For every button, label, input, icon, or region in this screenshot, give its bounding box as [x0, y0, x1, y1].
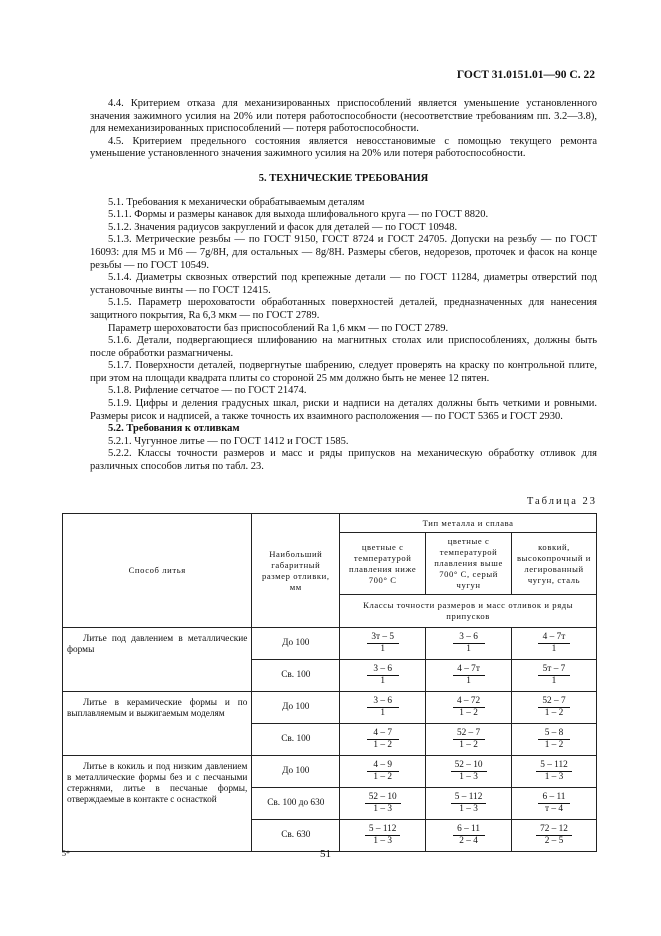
footer-mark: 5*	[62, 849, 70, 858]
allowance-row: 1	[380, 644, 385, 654]
accuracy-class: 5т – 7	[538, 664, 570, 676]
allowance-row: 1	[380, 708, 385, 718]
accuracy-class: 3 – 6	[367, 696, 399, 708]
table-caption: Таблица 23	[526, 496, 597, 507]
accuracy-class: 4 – 7т	[538, 632, 570, 644]
casting-size: Св. 100 до 630	[252, 788, 340, 820]
casting-size: Св. 630	[252, 820, 340, 852]
accuracy-class: 5 – 8	[538, 728, 570, 740]
paragraph: 5.1.4. Диаметры сквозных отверстий под крепежные детали — по ГОСТ 11284, диаметры отверстий под установочные винты — по ГОСТ 12415.	[90, 272, 597, 296]
accuracy-class: 6 – 11	[453, 824, 485, 836]
class-cell	[512, 692, 597, 724]
table-row	[63, 692, 597, 724]
class-cell	[512, 660, 597, 692]
class-cell	[426, 756, 512, 788]
accuracy-class: 5 – 112	[451, 792, 487, 804]
col-method-header: Способ литья	[63, 514, 252, 628]
class-cell	[426, 692, 512, 724]
accuracy-class: 4 – 7т	[453, 664, 485, 676]
allowance-row: 1 – 2	[373, 772, 392, 782]
accuracy-class: 52 – 10	[365, 792, 401, 804]
class-cell	[426, 820, 512, 852]
accuracy-class: 4 – 72	[453, 696, 485, 708]
class-cell	[512, 724, 597, 756]
casting-method: Литье под давлением в металлические формы	[63, 628, 252, 692]
paragraph: 5.2.2. Классы точности размеров и масс и ряды припусков на механическую обработку отливок для различных способов литья по табл. 23.	[90, 448, 597, 473]
class-cell	[426, 788, 512, 820]
allowance-row: 1 – 2	[459, 708, 478, 718]
casting-size: До 100	[252, 756, 340, 788]
paragraph: 5.1.8. Рифление сетчатое — по ГОСТ 21474.	[108, 385, 307, 397]
accuracy-class: 3 – 6	[367, 664, 399, 676]
casting-method: Литье в керамические формы и по выплавляемым и выжигаемым моделям	[63, 692, 252, 756]
class-cell	[340, 724, 426, 756]
paragraph: 5.1. Требования к механически обрабатываемым деталям	[108, 196, 365, 208]
allowance-row: 2 – 4	[459, 836, 478, 846]
accuracy-class: 6 – 11	[538, 792, 570, 804]
body-text	[90, 98, 597, 474]
class-cell	[426, 724, 512, 756]
paragraph: 5.2. Требования к отливкам	[108, 423, 240, 435]
allowance-row: 1 – 2	[544, 708, 564, 718]
table-row	[63, 628, 597, 660]
allowance-row: 1 – 3	[459, 772, 478, 782]
paragraph: 5.1.1. Формы и размеры канавок для выхода шлифовального круга — по ГОСТ 8820.	[108, 209, 489, 221]
allowance-row: 1 – 3	[373, 804, 392, 814]
paragraph: 5. ТЕХНИЧЕСКИЕ ТРЕБОВАНИЯ	[258, 172, 429, 184]
allowance-row: 2 – 5	[544, 836, 564, 846]
accuracy-class: 52 – 7	[538, 696, 570, 708]
allowance-row: 1	[466, 676, 471, 686]
class-cell	[512, 756, 597, 788]
casting-size: Св. 100	[252, 660, 340, 692]
allowance-row: 1 – 2	[544, 740, 564, 750]
accuracy-class: 52 – 10	[451, 760, 487, 772]
paragraph: Параметр шероховатости баз приспособлений Ra 1,6 мкм — по ГОСТ 2789.	[108, 322, 449, 334]
accuracy-class: 3 – 6	[453, 632, 485, 644]
allowance-row: 1	[551, 644, 557, 654]
allowance-row: 1 – 2	[459, 740, 478, 750]
class-cell	[340, 628, 426, 660]
allowance-row: 1	[551, 676, 557, 686]
metal-type-3: ковкий, высокопрочный и легированный чугун, сталь	[512, 533, 597, 595]
casting-size: До 100	[252, 628, 340, 660]
accuracy-class: 4 – 9	[367, 760, 399, 772]
class-cell	[340, 692, 426, 724]
accuracy-class: 52 – 7	[453, 728, 485, 740]
class-cell	[426, 660, 512, 692]
accuracy-class: 72 – 12	[536, 824, 572, 836]
allowance-row: т – 4	[545, 804, 564, 814]
allowance-row: 1 – 2	[373, 740, 392, 750]
paragraph: 5.2.1. Чугунное литье — по ГОСТ 1412 и ГОСТ 1585.	[108, 435, 349, 447]
allowance-row: 1 – 3	[373, 836, 392, 846]
table-23	[62, 513, 597, 852]
metal-type-1: цветные с температурой плавления ниже 700° С	[340, 533, 426, 595]
paragraph: 4.5. Критерием предельного состояния является невосстановимые с помощью текущего ремонта уменьшение установленного значения зажимного усилия на 20% или потеря работоспособности.	[90, 135, 597, 160]
paragraph: 5.1.3. Метрические резьбы — по ГОСТ 9150, ГОСТ 8724 и ГОСТ 24705. Допуски на резьбу — по ГОСТ 16093: для М5 и М6 — 7g/8H, для остальных — 8g/8H. Размеры сбегов, недорезов, проточек и фасок на конце резьбы — по ГОСТ 10549.	[90, 234, 597, 271]
accuracy-class: 5 – 112	[365, 824, 401, 836]
table-row	[63, 756, 597, 788]
paragraph: 5.1.2. Значения радиусов закруглений и фасок для деталей — по ГОСТ 10948.	[108, 221, 458, 233]
col-size-header: Наибольший габаритный размер отливки, мм	[252, 514, 340, 628]
class-cell	[340, 820, 426, 852]
accuracy-class: 3т – 5	[367, 632, 399, 644]
class-cell	[340, 660, 426, 692]
casting-size: До 100	[252, 692, 340, 724]
page-number: 51	[320, 848, 331, 860]
allowance-row: 1	[466, 644, 471, 654]
allowance-row: 1 – 3	[544, 772, 564, 782]
class-cell	[426, 628, 512, 660]
paragraph: 4.4. Критерием отказа для механизированных приспособлений является уменьшение установленного значения зажимного усилия на 20% или потеря работоспособности (несоответствие требованиям пп. 3.2—3.8), для немеханизированных приспособлений — потеря работоспособности.	[90, 98, 597, 135]
paragraph: 5.1.5. Параметр шероховатости обработанных поверхностей деталей, предназначенных для нанесения защитного покрытия, Ra 6,3 мкм — по ГОСТ 2789.	[90, 297, 597, 321]
casting-method: Литье в кокиль и под низким давлением в металлические формы без и с песчаными стержнями, литье в песчаные формы, отверждаемые в контакте с оснасткой	[63, 756, 252, 852]
allowance-row: 1	[380, 676, 385, 686]
metal-type-2: цветные с температурой плавления выше 700° С, серый чугун	[426, 533, 512, 595]
class-cell	[512, 628, 597, 660]
class-cell	[340, 788, 426, 820]
class-cell	[512, 820, 597, 852]
casting-size: Св. 100	[252, 724, 340, 756]
paragraph: 5.1.9. Цифры и деления градусных шкал, риски и надписи на деталях должны быть четкими и ровными. Размеры рисок и надписей, а также точность их взаимного расположения — по ГОСТ 5365 и ГОСТ 2930.	[90, 398, 597, 422]
page-header: ГОСТ 31.0151.01—90 С. 22	[456, 69, 595, 81]
accuracy-class: 4 – 7	[367, 728, 399, 740]
class-cell	[512, 788, 597, 820]
allowance-row: 1 – 3	[459, 804, 478, 814]
classes-header: Классы точности размеров и масс отливок и ряды припусков	[340, 595, 597, 628]
class-cell	[340, 756, 426, 788]
col-metal-header: Тип металла и сплава	[340, 514, 597, 533]
paragraph: 5.1.6. Детали, подвергающиеся шлифованию на магнитных столах или приспособлениях, должны быть после обработки размагничены.	[90, 335, 597, 359]
paragraph: 5.1.7. Поверхности деталей, подвергнутые шабрению, следует проверять на краску по контрольной плите, при этом на площади квадрата плиты со стороной 25 мм должно быть не менее 12 пятен.	[90, 360, 597, 384]
accuracy-class: 5 – 112	[536, 760, 572, 772]
